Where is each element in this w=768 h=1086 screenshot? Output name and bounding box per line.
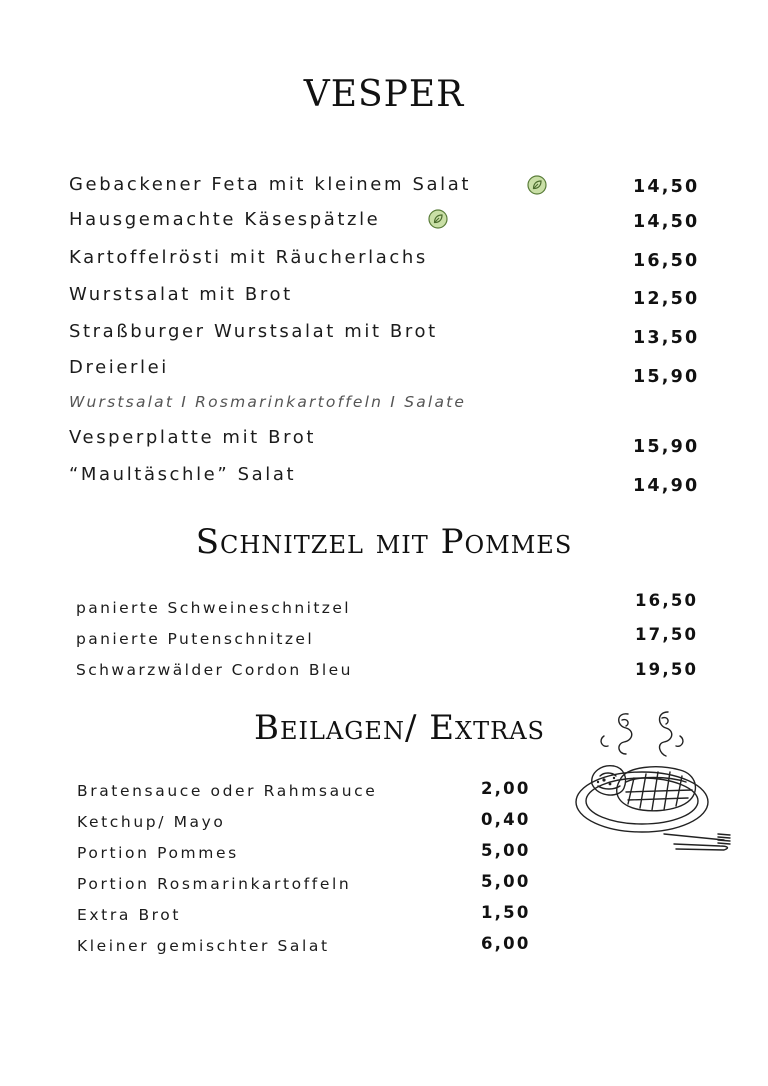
menu-item-price: 5,00 <box>481 841 531 860</box>
menu-item-price: 14,50 <box>633 177 700 197</box>
menu-item-price: 14,90 <box>633 476 700 496</box>
menu-item-price: 1,50 <box>481 903 531 922</box>
menu-item-price: 15,90 <box>633 367 700 387</box>
menu-item-name: “Maultäschle” Salat <box>69 464 297 485</box>
menu-item-name: Wurstsalat mit Brot <box>69 284 293 305</box>
menu-item-name: Hausgemachte Käsespätzle <box>69 209 381 230</box>
menu-item-price: 12,50 <box>633 289 700 309</box>
menu-item-name: Ketchup/ Mayo <box>77 813 226 831</box>
menu-item-price: 19,50 <box>635 660 699 679</box>
menu-item-name: Schwarzwälder Cordon Bleu <box>76 661 353 679</box>
menu-item-name: Bratensauce oder Rahmsauce <box>77 782 378 800</box>
menu-item-name: panierte Schweineschnitzel <box>76 599 351 617</box>
menu-item-description: Wurstsalat I Rosmarinkartoffeln I Salate <box>69 393 467 411</box>
menu-item-name: Extra Brot <box>77 906 182 924</box>
menu-item-price: 17,50 <box>635 625 699 644</box>
menu-item-price: 6,00 <box>481 934 531 953</box>
menu-item-name: panierte Putenschnitzel <box>76 630 315 648</box>
menu-item-price: 16,50 <box>635 591 699 610</box>
section-title-schnitzel: Schnitzel mit Pommes <box>195 522 573 562</box>
menu-item-name: Portion Pommes <box>77 844 239 862</box>
menu-item-price: 14,50 <box>633 212 700 232</box>
menu-item-name: Straßburger Wurstsalat mit Brot <box>69 321 438 342</box>
section-title-beilagen: Beilagen/ Extras <box>254 708 545 748</box>
section-title-vesper: VESPER <box>303 74 465 115</box>
menu-item-name: Vesperplatte mit Brot <box>69 427 316 448</box>
menu-item-name: Kartoffelrösti mit Räucherlachs <box>69 247 428 268</box>
menu-item-name: Dreierlei <box>69 357 169 378</box>
menu-item-price: 2,00 <box>481 779 531 798</box>
menu-item-price: 13,50 <box>633 328 700 348</box>
menu-item-price: 15,90 <box>633 437 700 457</box>
menu-item-price: 5,00 <box>481 872 531 891</box>
menu-item-price: 16,50 <box>633 251 700 271</box>
menu-item-price: 0,40 <box>481 810 531 829</box>
steak-plate-illustration <box>568 706 734 852</box>
menu-item-name: Kleiner gemischter Salat <box>77 937 330 955</box>
menu-item-name: Portion Rosmarinkartoffeln <box>77 875 352 893</box>
menu-item-name: Gebackener Feta mit kleinem Salat <box>69 174 471 195</box>
leaf-icon <box>428 209 448 229</box>
leaf-icon <box>527 175 547 195</box>
